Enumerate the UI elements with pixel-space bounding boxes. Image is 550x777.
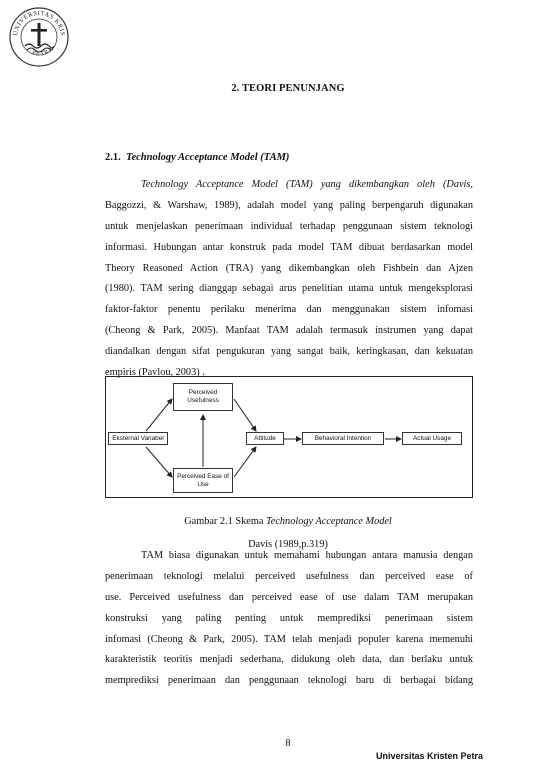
arrow-usefulness-to-attitude bbox=[234, 399, 256, 431]
perceived-usefulness-box: Perceived Usefulness bbox=[173, 383, 233, 411]
section-heading bbox=[105, 152, 289, 163]
behavioral-intention-box: Behavioral Intention bbox=[302, 432, 384, 445]
attitude-box: Attitude bbox=[246, 432, 284, 445]
caption-prefix: Gambar 2.1 Skema bbox=[184, 516, 266, 527]
perceived-ease-box: Perceived Ease of Use bbox=[173, 468, 233, 493]
paragraph-line: penerimaan teknologi melalui perceived usefulness dan perceived ease of bbox=[105, 570, 473, 582]
section-title: Technology Acceptance Model (TAM) bbox=[126, 152, 290, 163]
arrow-ease-to-attitude bbox=[234, 447, 256, 477]
paragraph-1 bbox=[105, 175, 473, 384]
chapter-title: 2. TEORI PENUNJANG bbox=[231, 83, 345, 94]
eksternal-variabel-box: Eksternal Variabel bbox=[108, 432, 168, 445]
paragraph-line: TAM biasa digunakan untuk memahami hubungan antara manusia dengan bbox=[141, 550, 473, 561]
paragraph-line: karakteristik teoritis menjadi sederhana, didukung oleh data, dan berlaku untuk bbox=[105, 654, 473, 666]
paragraph-line: Theory Reasoned Action (TRA) yang dikembangkan oleh Fishbein dan Ajzen bbox=[105, 262, 473, 274]
paragraph-line: use. Perceived usefulness dan perceived ease of use dalam TAM merupakan bbox=[105, 591, 473, 603]
tam-diagram bbox=[105, 376, 473, 498]
actual-usage-box: Actual Usage bbox=[402, 432, 462, 445]
paragraph-line: untuk menjelaskan penerimaan individual terhadap penggunaan sistem teknologi bbox=[105, 220, 473, 232]
arrow-eksternal-to-usefulness bbox=[146, 399, 172, 431]
arrow-eksternal-to-ease bbox=[146, 447, 172, 477]
page-number: 8 bbox=[285, 738, 291, 749]
paragraph-line: informasi. Hubungan antar konstruk pada model TAM dibuat berdasarkan model bbox=[105, 241, 473, 253]
paragraph-line: diandalkan dengan sifat pengukuran yang sangat baik, keringkasan, dan kekuatan bbox=[105, 346, 473, 358]
paragraph-line-text: Technology Acceptance Model (TAM) yang dikembangkan oleh (Davis, bbox=[141, 179, 473, 190]
section-number: 2.1. bbox=[105, 152, 121, 163]
paragraph-line: (1980). TAM sering dianggap sebagai arus penelitian utama untuk mengeksplorasi bbox=[105, 283, 473, 295]
paragraph-line: empiris (Pavlou, 2003) . bbox=[105, 367, 205, 379]
seal-icon bbox=[8, 6, 70, 68]
paragraph-line: infomasi (Cheong & Park, 2005). TAM telah menjadi populer karena memenuhi bbox=[105, 633, 473, 645]
footer-university: Universitas Kristen Petra bbox=[375, 751, 483, 761]
paragraph-line: konstruksi yang paling penting untuk memprediksi penerimaan sistem bbox=[105, 612, 473, 624]
paragraph-line: memprediksi penerimaan dan penggunaan teknologi baru di berbagai bidang bbox=[105, 675, 473, 687]
paragraph-line: Baggozzi, & Warshaw, 1989), adalah model yang paling berpengaruh digunakan bbox=[105, 199, 473, 211]
svg-text:UNIVERSITAS KRISTEN: UNIVERSITAS KRIS bbox=[11, 9, 67, 37]
paragraph-line: faktor-faktor penentu perilaku menerima dan menggunakan sistem infomasi bbox=[105, 304, 473, 316]
figure-caption bbox=[0, 516, 550, 527]
paragraph-line bbox=[105, 175, 473, 196]
university-seal-logo bbox=[8, 6, 70, 68]
paragraph-2 bbox=[105, 546, 473, 692]
caption-title: Technology Acceptance Model bbox=[265, 516, 392, 527]
paragraph-line: (Cheong & Park, 2005). Manfaat TAM adalah termasuk instrumen yang dapat bbox=[105, 325, 473, 337]
figure-source: Davis (1989,p.319) bbox=[248, 539, 328, 550]
svg-text:PETRA: PETRA bbox=[31, 45, 56, 58]
